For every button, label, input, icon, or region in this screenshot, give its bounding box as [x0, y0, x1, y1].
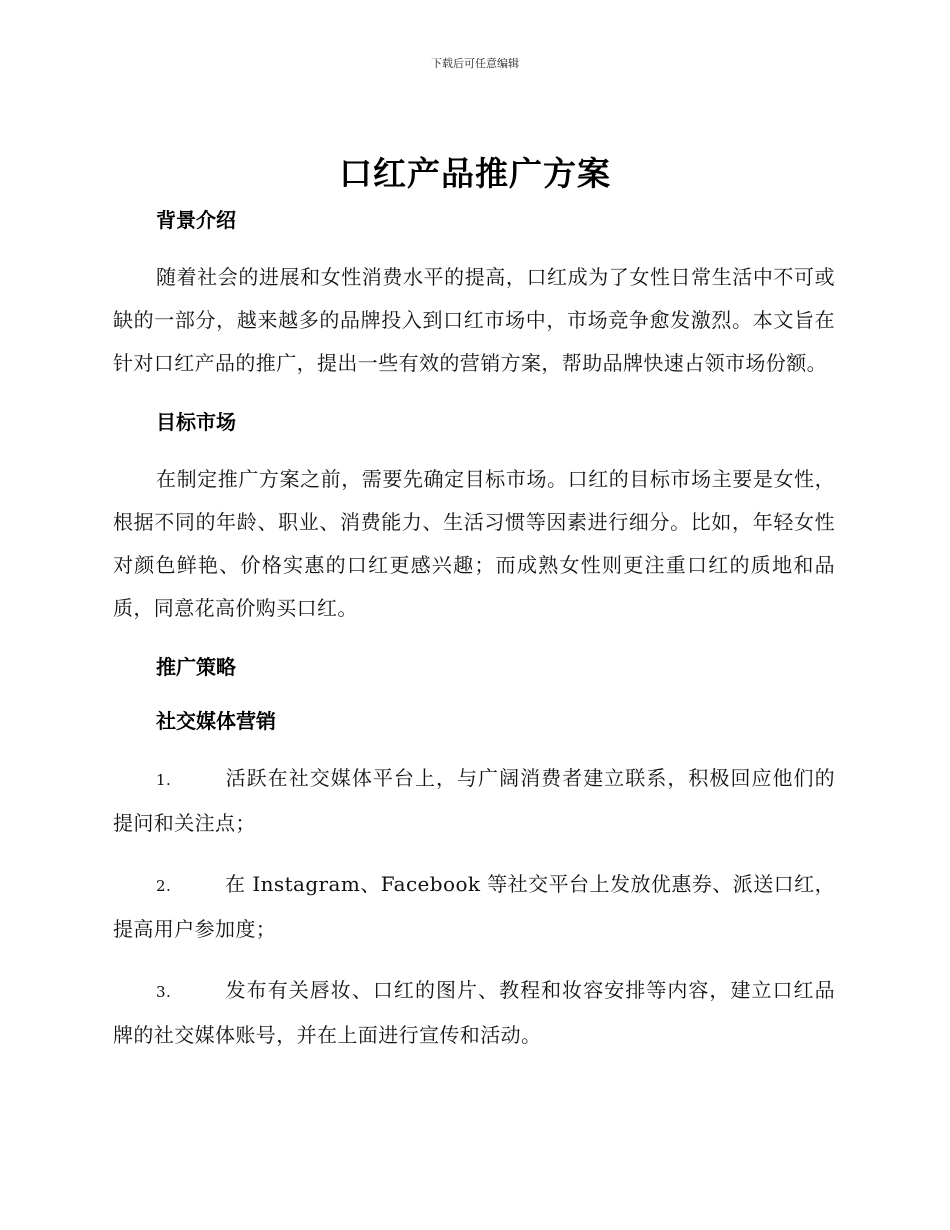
document-title: 口红产品推广方案 [339, 154, 611, 193]
list-item [113, 863, 835, 951]
target-market-paragraph: 在制定推广方案之前，需要先确定目标市场。口红的目标市场主要是女性，根据不同的年龄、职业、消费能力、生活习惯等因素进行细分。比如，年轻女性对颜色鲜艳、价格实惠的口红更感兴趣；而成熟女性则更注重口红的质地和品质，同意花高价购买口红。 [113, 467, 835, 620]
section-heading-background: 背景介绍 [156, 208, 236, 232]
list-item [113, 969, 835, 1057]
list-number: 3. [156, 983, 172, 1001]
document-body [113, 202, 835, 1057]
list-item [113, 757, 835, 845]
list-item-text: 在 Instagram、Facebook 等社交平台上发放优惠券、派送口红，提高用户参加度； [113, 872, 835, 941]
section-heading-social-media: 社交媒体营销 [156, 709, 276, 733]
section-heading-target-market: 目标市场 [156, 410, 236, 434]
header-note: 下载后可任意编辑 [431, 57, 519, 70]
list-number: 2. [156, 877, 172, 895]
background-paragraph: 随着社会的进展和女性消费水平的提高，口红成为了女性日常生活中不可或缺的一部分，越来越多的品牌投入到口红市场中，市场竞争愈发激烈。本文旨在针对口红产品的推广，提出一些有效的营销方案，帮助品牌快速占领市场份额。 [113, 265, 835, 375]
list-item-text: 发布有关唇妆、口红的图片、教程和妆容安排等内容，建立口红品牌的社交媒体账号，并在上面进行宣传和活动。 [113, 978, 835, 1047]
section-heading-strategy: 推广策略 [156, 655, 236, 679]
list-number: 1. [156, 771, 172, 789]
list-item-text: 活跃在社交媒体平台上，与广阔消费者建立联系，积极回应他们的提问和关注点； [113, 766, 835, 835]
